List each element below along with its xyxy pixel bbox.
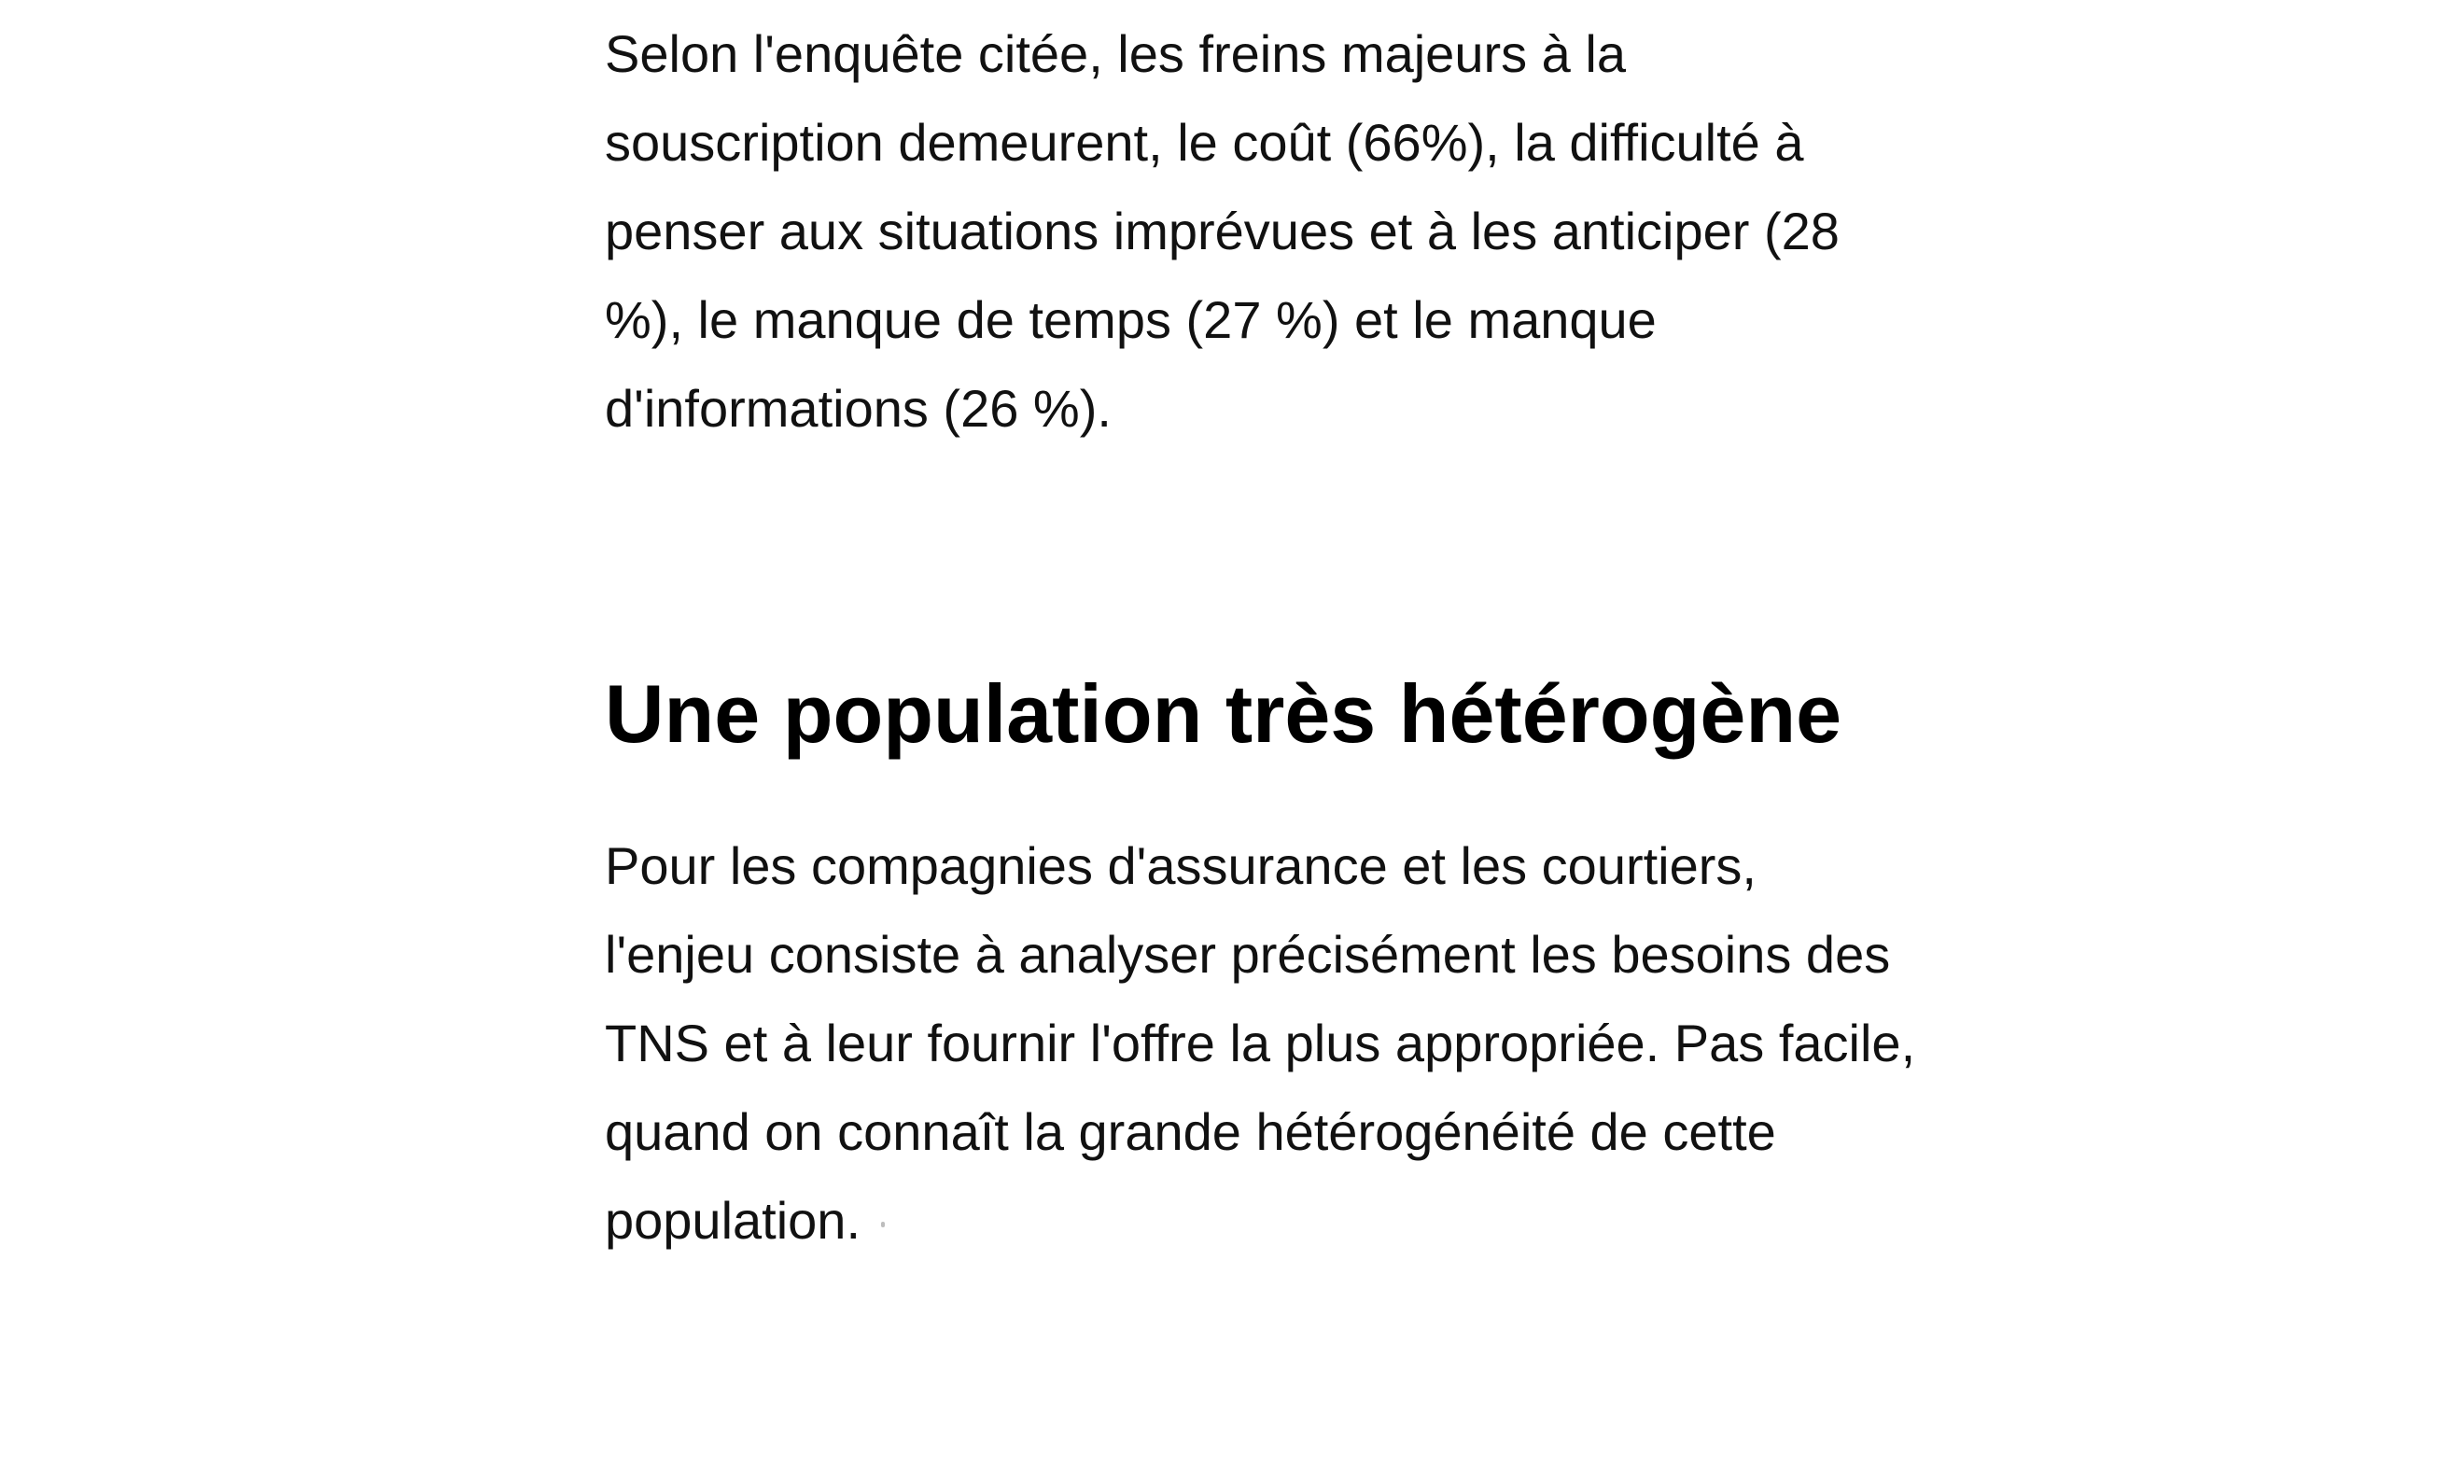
section-heading: Une population très hétérogène <box>605 667 1842 760</box>
paragraph-subscription-barriers: Selon l'enquête citée, les freins majeurs à la souscription demeurent, le coût (66%), la difficulté à penser aux situations imprévues et à les anticiper (28 %), le manque de temps (27 %) et le manque d'informations (26 %). <box>605 24 1840 438</box>
text-cursor-mark <box>881 1222 885 1227</box>
paragraph-heterogeneous-population <box>605 821 2005 1265</box>
paragraph-text: Pour les compagnies d'assurance et les courtiers, l'enjeu consiste à analyser précisément les besoins des TNS et à leur fournir l'offre la plus appropriée. Pas facile, quand on connaît la grande hétérogénéité de cette population. <box>605 836 1916 1250</box>
